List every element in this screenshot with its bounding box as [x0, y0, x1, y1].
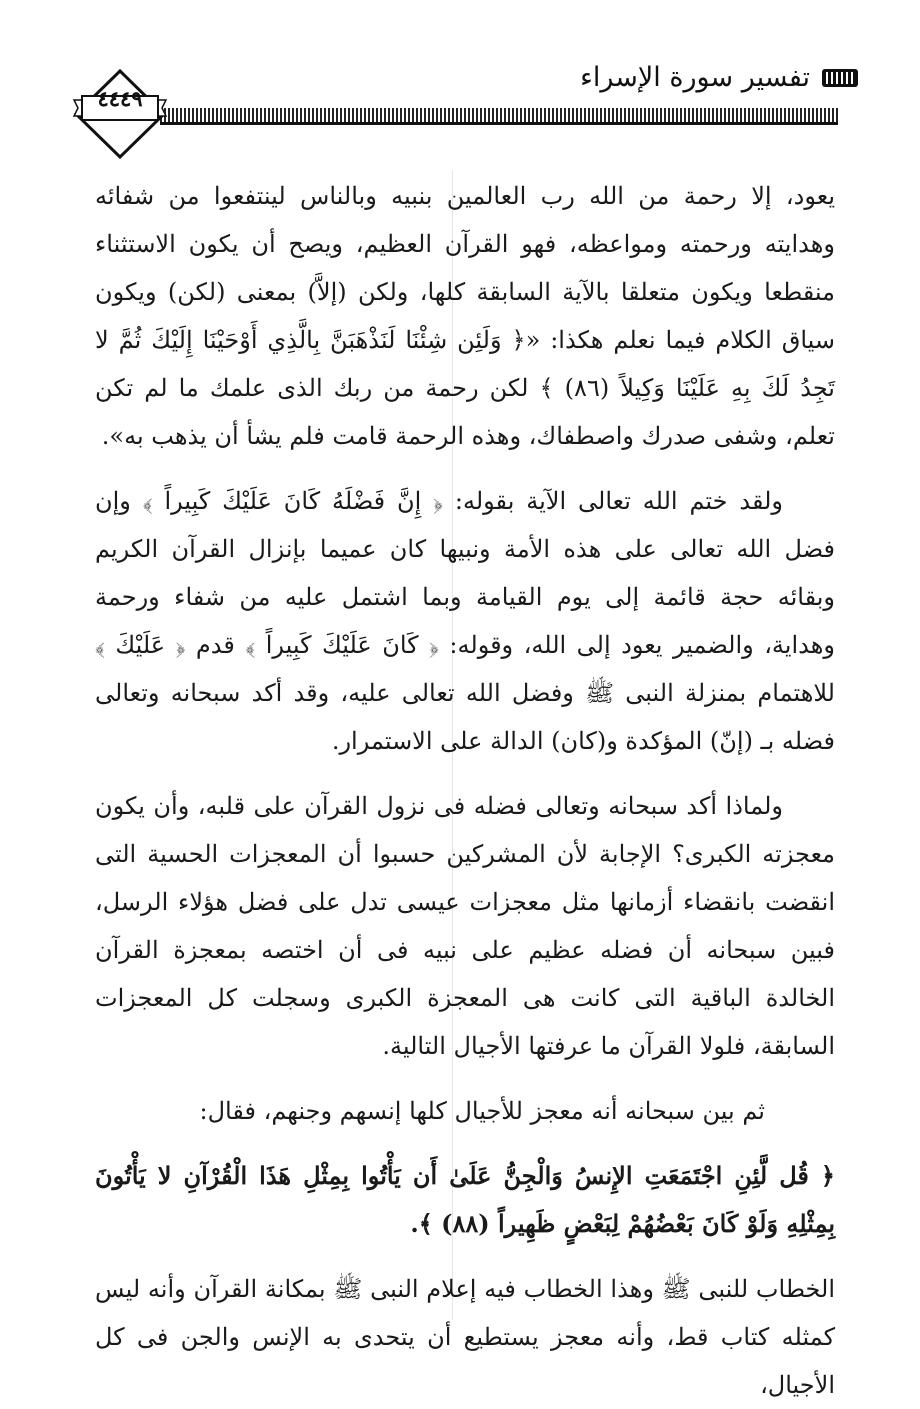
page-number-badge-icon: [70, 68, 170, 160]
page-header: [0, 0, 920, 170]
paragraph-2: ولقد ختم الله تعالى الآية بقوله: ﴿ إِنَّ فَضْلَهُ كَانَ عَلَيْكَ كَبِيراً ﴾ وإن فضل الله تعالى على هذه الأمة ونبيها كان عميما بإنزال القرآن الكريم وبقائه حجة قائمة إلى يوم القيامة وبما اشتمل عليه من شفاء ورحمة وهداية، والضمير يعود إلى الله، وقوله: ﴿ كَانَ عَلَيْكَ كَبِيراً ﴾ قدم ﴿ عَلَيْكَ ﴾ للاهتمام بمنزلة النبى ﷺ وفضل الله تعالى عليه، وقد أكد سبحانه وتعالى فضله بـ (إنّ) المؤكدة و(كان) الدالة على الاستمرار.: [95, 487, 836, 755]
ornament-icon: [820, 66, 860, 90]
paragraph-5: الخطاب للنبى ﷺ وهذا الخطاب فيه إعلام النبى ﷺ بمكانة القرآن وأنه ليس كمثله كتاب قط، وأنه معجز يستطيع أن يتحدى به الإنس والجن فى كل الأجيال،: [95, 1275, 835, 1399]
body-text: [95, 172, 836, 1399]
quran-verse-88: ﴿ قُل لَّئِنِ اجْتَمَعَتِ الإِنسُ وَالْجِنُّ عَلَىٰ أَن يَأْتُوا بِمِثْلِ هَذَا الْقُرْآنِ لا يَأْتُونَ بِمِثْلِهِ وَلَوْ كَانَ بَعْضُهُمْ لِبَعْضٍ ظَهِيراً (٨٨) ﴾.: [95, 1161, 835, 1238]
paragraph-4: ثم بين سبحانه أنه معجز للأجيال كلها إنسهم وجنهم، فقال:: [199, 1097, 765, 1125]
paragraph-1: يعود، إلا رحمة من الله رب العالمين بنبيه وبالناس لينتفعوا من شفائه وهدايته ورحمته ومواعظه، فهو القرآن العظيم، ويصح أن يكون الاستثناء منقطعا ويكون متعلقا بالآية السابقة كلها، ولكن (إلاَّ) بمعنى (لكن) ويكون سياق الكلام فيما نعلم هكذا: «﴿ وَلَئِن شِئْنَا لَنَذْهَبَنَّ بِالَّذِي أَوْحَيْنَا إِلَيْكَ ثُمَّ لا تَجِدُ لَكَ بِهِ عَلَيْنَا وَكِيلاً (٨٦) ﴾ لكن رحمة من ربك الذى علمك ما لم تكن تعلم، وشفى صدرك واصطفاك، وهذه الرحمة قامت فلم يشأ أن يذهب به».: [95, 182, 835, 450]
header-rule: [160, 108, 838, 125]
running-title: تفسير سورة الإسراء: [580, 62, 810, 93]
page-number: ٤٤٤٩: [97, 86, 143, 111]
paragraph-3: ولماذا أكد سبحانه وتعالى فضله فى نزول القرآن على قلبه، وأن يكون معجزته الكبرى؟ الإجابة لأن المشركين حسبوا أن المعجزات الحسية التى انقضت بانقضاء أزمانها مثل معجزات عيسى تدل على فضل هؤلاء الرسل، فبين سبحانه أن فضله عظيم على نبيه فى أن اختصه بمعجزة القرآن الخالدة الباقية التى كانت هى المعجزة الكبرى وسجلت كل المعجزات السابقة، فلولا القرآن ما عرفتها الأجيال التالية.: [95, 792, 835, 1060]
